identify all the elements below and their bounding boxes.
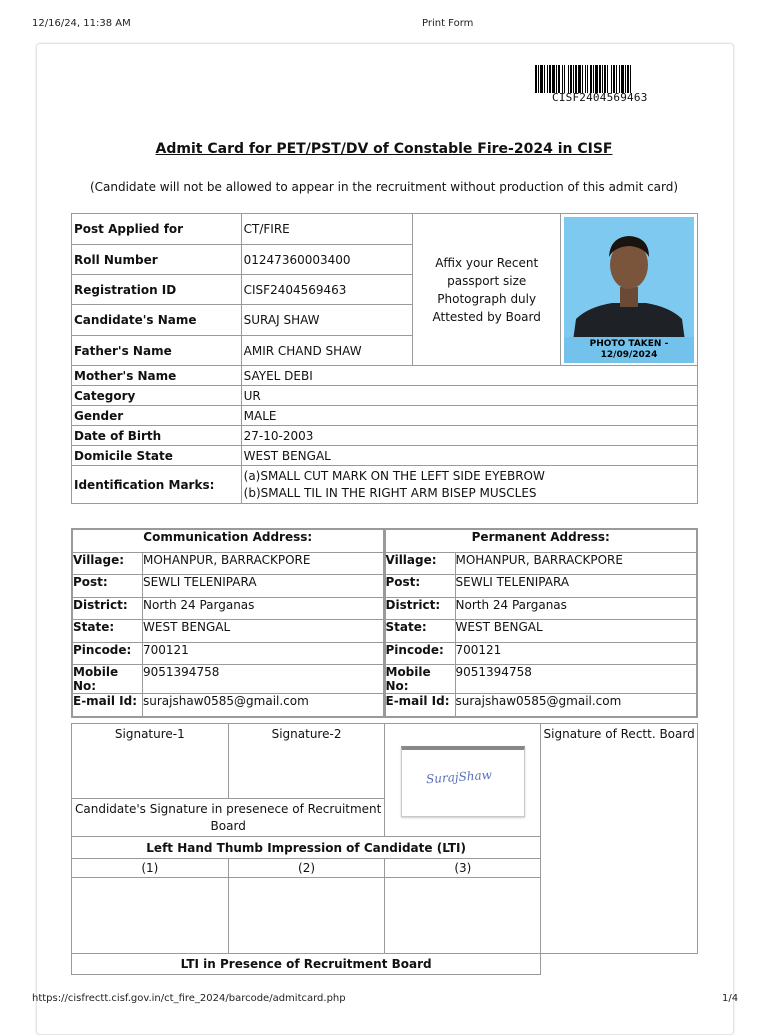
candidate-photo <box>564 217 694 363</box>
post-value: CT/FIRE <box>241 214 413 245</box>
candidate-presence-cell: Candidate's Signature in presenece of Recruitment Board <box>72 799 385 837</box>
photo-caption <box>564 337 694 363</box>
comm-pincode: 700121 <box>143 642 384 665</box>
candidate-signature-cell <box>385 724 541 837</box>
comm-post: SEWLI TELENIPARA <box>143 575 384 598</box>
comm-mobile: 9051394758 <box>143 665 384 694</box>
lti-3-label: (3) <box>385 859 541 878</box>
address-table <box>71 528 698 718</box>
perm-mobile: 9051394758 <box>455 665 697 694</box>
signature-table <box>71 723 698 975</box>
lti-heading: Left Hand Thumb Impression of Candidate (LTI) <box>72 837 541 859</box>
perm-village: MOHANPUR, BARRACKPORE <box>455 552 697 575</box>
reg-value: CISF2404569463 <box>241 275 413 305</box>
comm-district: North 24 Parganas <box>143 597 384 620</box>
permanent-address <box>384 529 698 718</box>
communication-heading: Communication Address: <box>73 530 384 553</box>
roll-value: 01247360003400 <box>241 245 413 275</box>
signature-2-cell: Signature-2 <box>228 724 385 799</box>
perm-email: surajshaw0585@gmail.com <box>455 694 697 717</box>
comm-pincode-label: Pincode: <box>73 642 143 665</box>
marks-value <box>241 466 697 504</box>
print-timestamp: 12/16/24, 11:38 AM <box>32 18 131 29</box>
mark-b: (b)SMALL TIL IN THE RIGHT ARM BISEP MUSCLES <box>243 485 537 500</box>
barcode-gap <box>631 65 633 93</box>
perm-village-label: Village: <box>385 552 455 575</box>
perm-mobile-label: Mobile No: <box>385 665 455 694</box>
dob-value: 27-10-2003 <box>241 426 697 446</box>
barcode-text: CISF2404569463 <box>552 91 648 104</box>
lti-presence-label: LTI in Presence of Recruitment Board <box>72 954 541 975</box>
page-title: Admit Card for PET/PST/DV of Constable Fire-2024 in CISF <box>155 141 613 157</box>
domicile-label: Domicile State <box>72 446 242 466</box>
comm-email: surajshaw0585@gmail.com <box>143 694 384 717</box>
affix-line-1: Affix your Recent <box>435 255 539 270</box>
category-label: Category <box>72 386 242 406</box>
photo-caption-line1: PHOTO TAKEN - <box>589 338 669 349</box>
reg-label: Registration ID <box>72 275 242 305</box>
post-label: Post Applied for <box>72 214 242 245</box>
photo-cell <box>561 214 698 366</box>
perm-pincode-label: Pincode: <box>385 642 455 665</box>
comm-state: WEST BENGAL <box>143 620 384 643</box>
page-subtitle: (Candidate will not be allowed to appear in the recruitment without production of this admit card) <box>89 180 679 194</box>
comm-mobile-label: Mobile No: <box>73 665 143 694</box>
candidate-details-table <box>71 213 698 504</box>
lti-1-label: (1) <box>72 859 229 878</box>
comm-email-label: E-mail Id: <box>73 694 143 717</box>
marks-label: Identification Marks: <box>72 466 242 504</box>
print-url: https://cisfrectt.cisf.gov.in/ct_fire_2024/barcode/admitcard.php <box>32 993 346 1004</box>
affix-line-4: Attested by Board <box>432 309 541 324</box>
communication-address-rows <box>72 529 384 717</box>
barcode <box>535 65 697 93</box>
perm-post: SEWLI TELENIPARA <box>455 575 697 598</box>
category-value: UR <box>241 386 697 406</box>
perm-state-label: State: <box>385 620 455 643</box>
perm-post-label: Post: <box>385 575 455 598</box>
comm-village: MOHANPUR, BARRACKPORE <box>143 552 384 575</box>
print-page-number: 1/4 <box>722 993 739 1004</box>
name-label: Candidate's Name <box>72 305 242 336</box>
perm-district-label: District: <box>385 597 455 620</box>
permanent-address-rows <box>385 529 698 717</box>
gender-label: Gender <box>72 406 242 426</box>
signature-1-cell: Signature-1 <box>72 724 229 799</box>
roll-label: Roll Number <box>72 245 242 275</box>
gender-value: MALE <box>241 406 697 426</box>
comm-village-label: Village: <box>73 552 143 575</box>
permanent-heading: Permanent Address: <box>385 530 697 553</box>
perm-state: WEST BENGAL <box>455 620 697 643</box>
photo-caption-line2: 12/09/2024 <box>600 349 658 360</box>
mark-a: (a)SMALL CUT MARK ON THE LEFT SIDE EYEBROW <box>243 468 545 483</box>
father-label: Father's Name <box>72 336 242 366</box>
mother-value: SAYEL DEBI <box>241 366 697 386</box>
print-page-title: Print Form <box>422 18 474 29</box>
communication-address <box>72 529 385 718</box>
board-signature-cell: Signature of Rectt. Board <box>541 724 698 954</box>
affix-line-2: passport size <box>447 273 527 288</box>
domicile-value: WEST BENGAL <box>241 446 697 466</box>
affix-photo-note <box>413 214 561 366</box>
mother-label: Mother's Name <box>72 366 242 386</box>
father-value: AMIR CHAND SHAW <box>241 336 413 366</box>
candidate-signature-image <box>401 746 525 817</box>
comm-district-label: District: <box>73 597 143 620</box>
dob-label: Date of Birth <box>72 426 242 446</box>
lti-3-box <box>385 878 541 954</box>
lti-2-box <box>228 878 385 954</box>
lti-1-box <box>72 878 229 954</box>
affix-line-3: Photograph duly <box>437 291 537 306</box>
perm-district: North 24 Parganas <box>455 597 697 620</box>
name-value: SURAJ SHAW <box>241 305 413 336</box>
signature-handwriting: SurajShaw <box>425 767 493 787</box>
perm-email-label: E-mail Id: <box>385 694 455 717</box>
lti-2-label: (2) <box>228 859 385 878</box>
comm-post-label: Post: <box>73 575 143 598</box>
perm-pincode: 700121 <box>455 642 697 665</box>
comm-state-label: State: <box>73 620 143 643</box>
